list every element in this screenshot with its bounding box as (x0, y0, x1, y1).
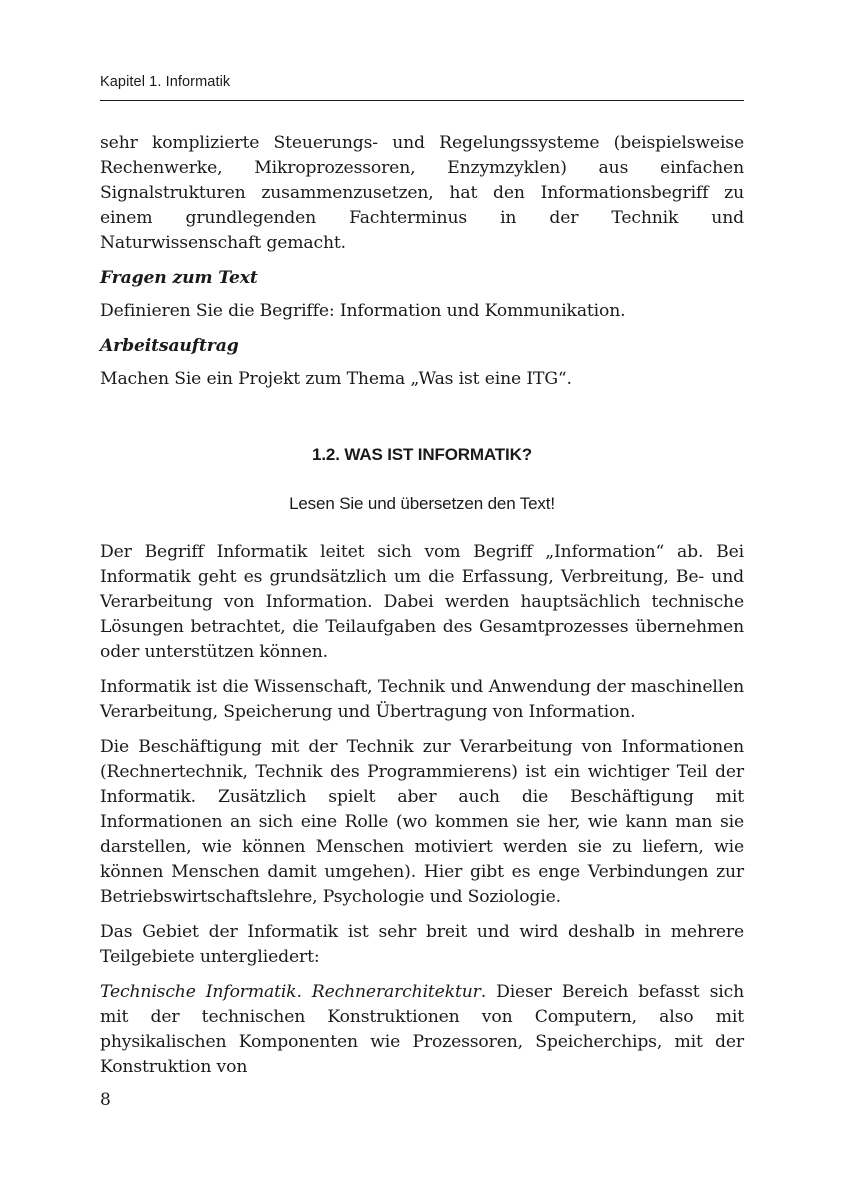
page-number: 8 (100, 1090, 111, 1110)
paragraph-4: Das Gebiet der Informatik ist sehr breit und wird deshalb in mehrere Teilgebiete untergliedert: (100, 922, 744, 967)
paragraph-1: Der Begriff Informatik leitet sich vom Begriff „Information“ ab. Bei Informatik geht es grundsätzlich um die Erfassung, Verbreitung, Be- und Verarbeitung von Information. Dabei werden hauptsächlich technische Lösungen betrachtet, die Teilaufgaben des Gesamtprozesses übernehmen oder unterstützen können. (100, 542, 744, 662)
section-instruction: Lesen Sie und übersetzen den Text! (289, 494, 555, 513)
paragraph-5 (100, 980, 744, 1080)
header-rule (100, 100, 744, 101)
questions-heading: Fragen zum Text (100, 268, 258, 288)
running-head: Kapitel 1. Informatik (100, 74, 231, 90)
paragraph-2: Informatik ist die Wissenschaft, Technik und Anwendung der maschinellen Verarbeitung, Speicherung und Übertragung von Information. (100, 677, 744, 722)
task-text: Machen Sie ein Projekt zum Thema „Was ist eine ITG“. (100, 369, 572, 389)
section-title: 1.2. WAS IST INFORMATIK? (312, 445, 532, 464)
book-page (100, 0, 744, 1182)
paragraph-3: Die Beschäftigung mit der Technik zur Verarbeitung von Informationen (Rechnertechnik, Technik des Programmierens) ist ein wichtiger Teil der Informatik. Zusätzlich spielt aber auch die Beschäftigung mit Informationen an sich eine Rolle (wo kommen sie her, wie kann man sie darstellen, wie können Menschen motiviert werden sie zu liefern, wie können Menschen damit umgehen). Hier gibt es enge Verbindungen zur Betriebswirtschaftslehre, Psychologie und Soziologie. (100, 737, 744, 907)
paragraph-5-text: . Dieser Bereich befasst sich mit der technischen Konstruktionen von Computern, also mit physikalischen Komponenten wie Prozessoren, Speicherchips, mit der Konstruktion von (100, 982, 744, 1077)
task-heading: Arbeitsauftrag (100, 336, 239, 356)
paragraph-5-italic-lead: Technische Informatik. Rechnerarchitektur (100, 982, 481, 1002)
page-body (100, 131, 744, 1090)
questions-text: Definieren Sie die Begriffe: Information und Kommunikation. (100, 301, 626, 321)
continuation-paragraph: sehr komplizierte Steuerungs- und Regelungssysteme (beispielsweise Rechenwerke, Mikroprozessoren, Enzymzyklen) aus einfachen Signalstrukturen zusammenzusetzen, hat den Informationsbegriff zu einem grundlegenden Fachterminus in der Technik und Naturwissenschaft gemacht. (100, 133, 744, 253)
